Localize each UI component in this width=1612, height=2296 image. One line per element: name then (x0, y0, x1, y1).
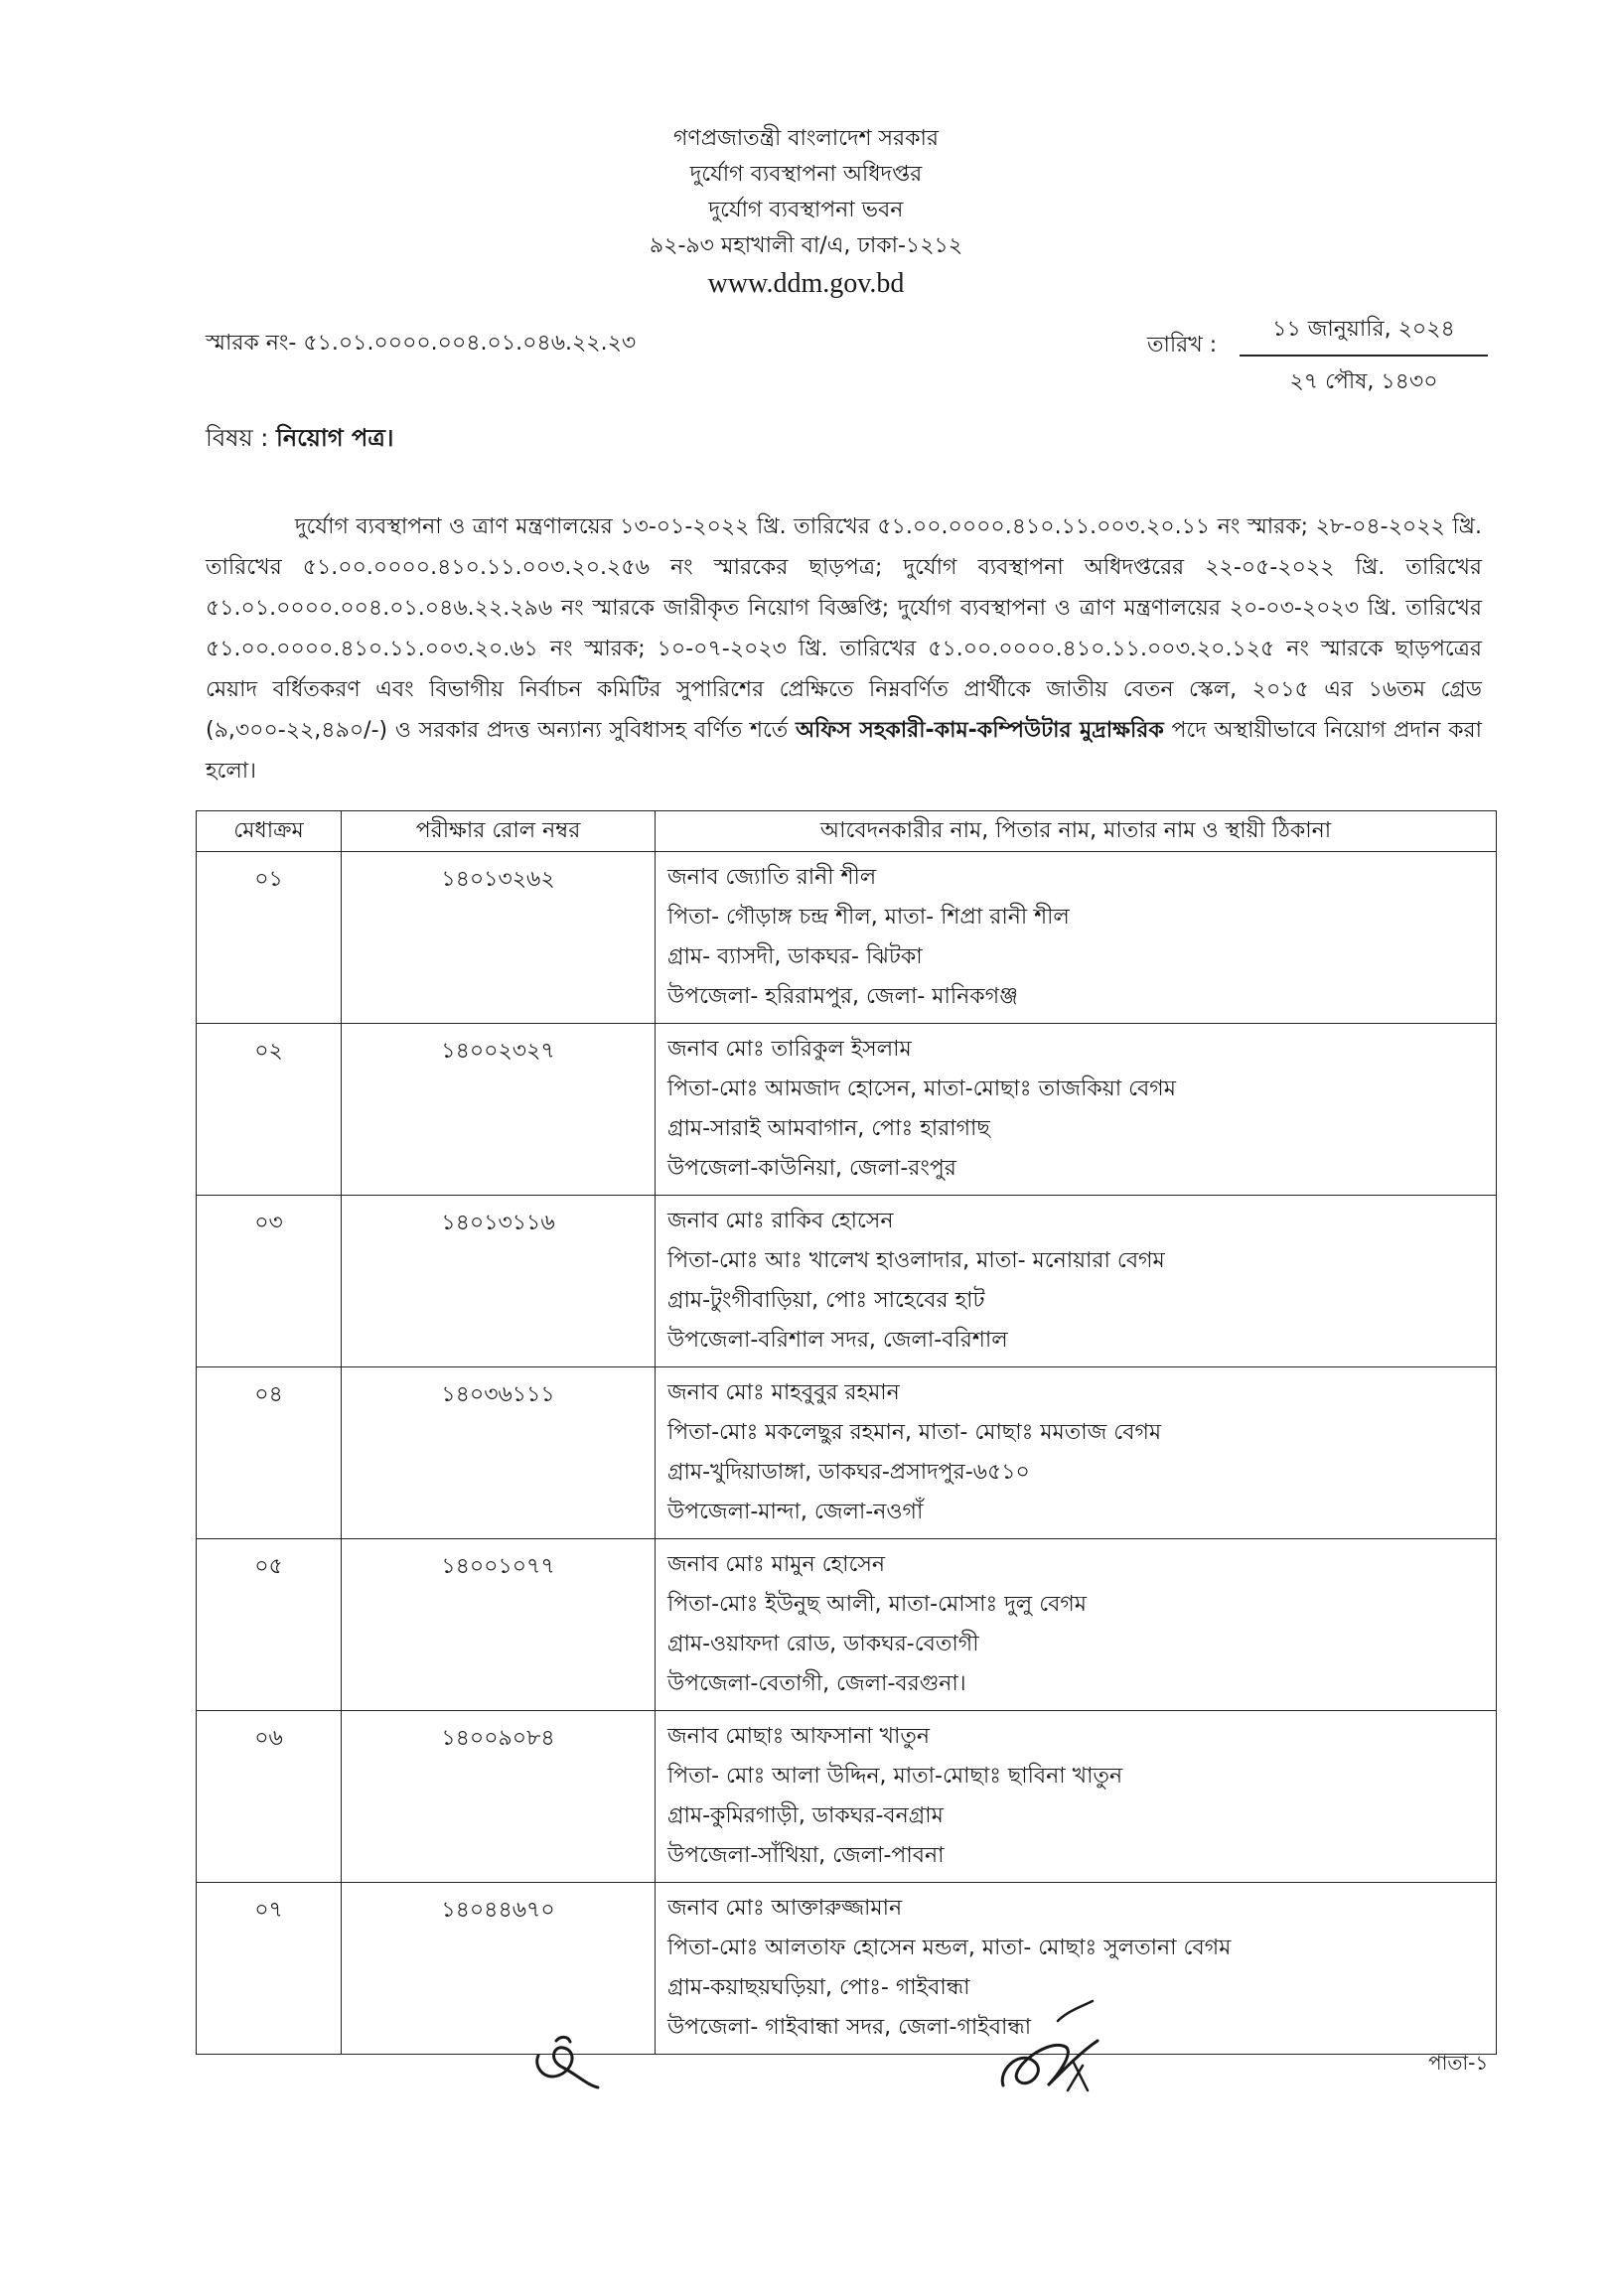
applicant-village: গ্রাম-টুংগীবাড়িয়া, পোঃ সাহেবের হাট (667, 1288, 985, 1313)
applicant-village: গ্রাম-কয়াছয়ঘড়িয়া, পোঃ- গাইবান্ধা (667, 1975, 970, 2000)
table-row (197, 1539, 1497, 1711)
applicant-name: জনাব মোছাঃ আফসানা খাতুন (667, 1724, 931, 1749)
applicant-parents: পিতা-মোঃ আলতাফ হোসেন মন্ডল, মাতা- মোছাঃ সুলতানা বেগম (667, 1936, 1232, 1960)
subject-line (206, 420, 393, 460)
applicant-district: উপজেলা-মান্দা, জেলা-নওগাঁ (667, 1500, 924, 1524)
date-gregorian: ১১ জানুয়ারি, ২০২৪ (1240, 312, 1488, 357)
applicant-parents: পিতা-মোঃ আঃ খালেখ হাওলাদার, মাতা- মনোয়ারা বেগম (667, 1248, 1165, 1273)
date-block (1240, 312, 1488, 401)
rank-cell: ০১ (197, 852, 342, 1024)
table-row (197, 1367, 1497, 1539)
applicant-details-cell (656, 1196, 1497, 1367)
rank-cell: ০৫ (197, 1539, 342, 1711)
letterhead-department: দুর্যোগ ব্যবস্থাপনা অধিদপ্তর (689, 162, 923, 187)
applicant-district: উপজেলা- হরিরামপুর, জেলা- মানিকগঞ্জ (667, 984, 1018, 1009)
officer-signature (988, 1991, 1117, 2100)
applicant-village: গ্রাম-সারাই আমবাগান, পোঃ হারাগাছ (667, 1116, 990, 1141)
table-row (197, 1196, 1497, 1367)
applicant-details-cell (656, 1539, 1497, 1711)
body-main-text: দুর্যোগ ব্যবস্থাপনা ও ত্রাণ মন্ত্রণালয়ের ১৩-০১-২০২২ খ্রি. তারিখের ৫১.০০.০০০০.৪১০.১১.০০৩.২০.১১ নং স্মারক; ২৮-০৪-২০২২ খ্রি. তারিখের ৫১.০০.০০০০.৪১০.১১.০০৩.২০.২৫৬ নং স্মারকের ছাড়পত্র; দুর্যোগ ব্যবস্থাপনা অধিদপ্তরের ২২-০৫-২০২২ খ্রি. তারিখের ৫১.০১.০০০০.০০৪.০১.০৪৬.২২.২৯৬ নং স্মারকে জারীকৃত নিয়োগ বিজ্ঞপ্তি; দুর্যোগ ব্যবস্থাপনা ও ত্রাণ মন্ত্রণালয়ের ২০-০৩-২০২৩ খ্রি. তারিখের ৫১.০০.০০০০.৪১০.১১.০০৩.২০.৬১ নং স্মারক; ১০-০৭-২০২৩ খ্রি. তারিখের ৫১.০০.০০০০.৪১০.১১.০০৩.২০.১২৫ নং স্মারকে ছাড়পত্রের মেয়াদ বর্ধিতকরণ এবং বিভাগীয় নির্বাচন কমিটির সুপারিশের প্রেক্ষিতে নিম্নবর্ণিত প্রার্থীকে জাতীয় বেতন স্কেল, ২০১৫ এর ১৬তম গ্রেড (৯,৩০০-২২,৪৯০/-) ও সরকার প্রদত্ত অন্যান্য সুবিধাসহ বর্ণিত শর্তে (206, 514, 1482, 743)
letterhead-website: www.ddm.gov.bd (707, 268, 905, 299)
applicant-village: গ্রাম-কুমিরগাড়ী, ডাকঘর-বনগ্রাম (667, 1803, 944, 1828)
table-row (197, 1024, 1497, 1196)
applicant-name: জনাব জ্যোতি রানী শীল (667, 865, 877, 890)
applicant-parents: পিতা-মোঃ আমজাদ হোসেন, মাতা-মোছাঃ তাজকিয়া বেগম (667, 1076, 1176, 1101)
subject-text: নিয়োগ পত্র। (275, 424, 394, 452)
applicant-district: উপজেলা-বরিশাল সদর, জেলা-বরিশাল (667, 1328, 1008, 1353)
applicant-village: গ্রাম-খুদিয়াডাঙ্গা, ডাকঘর-প্রসাদপুর-৬৫১০ (667, 1460, 1030, 1485)
body-end-text: পদে অস্থায়ীভাবে নিয়োগ প্রদান করা হলো। (206, 718, 1482, 784)
applicant-district: উপজেলা-সাঁথিয়া, জেলা-পাবনা (667, 1843, 945, 1868)
table-header-row (197, 811, 1497, 852)
applicant-parents: পিতা-মোঃ ইউনুছ আলী, মাতা-মোসাঃ দুলু বেগম (667, 1592, 1087, 1617)
post-name: অফিস সহকারী-কাম-কম্পিউটার মুদ্রাক্ষরিক (796, 718, 1164, 743)
table-body (197, 852, 1497, 2055)
rank-cell: ০৬ (197, 1711, 342, 1883)
applicant-district: উপজেলা- গাইবান্ধা সদর, জেলা-গাইবান্ধা (667, 2015, 1032, 2040)
roll-cell: ১৪০৩৬১১১ (342, 1367, 656, 1539)
date-bangla: ২৭ পৌষ, ১৪৩০ (1289, 369, 1438, 394)
memo-reference: স্মারক নং- ৫১.০১.০০০০.০০৪.০১.০৪৬.২২.২৩ (206, 331, 637, 356)
applicant-parents: পিতা- মোঃ আলা উদ্দিন, মাতা-মোছাঃ ছাবিনা খাতুন (667, 1764, 1123, 1789)
page-number: পাতা-১ (1428, 2051, 1489, 2075)
applicant-details-cell (656, 1024, 1497, 1196)
applicant-name: জনাব মোঃ তারিকুল ইসলাম (667, 1037, 912, 1062)
applicant-parents: পিতা- গৌড়াঙ্গ চন্দ্র শীল, মাতা- শিপ্রা রানী শীল (667, 905, 1070, 930)
applicant-district: উপজেলা-বেতাগী, জেলা-বরগুনা। (667, 1671, 966, 1696)
table-row (197, 852, 1497, 1024)
roll-cell: ১৪০১৩১১৬ (342, 1196, 656, 1367)
subject-label: বিষয় : (206, 424, 269, 452)
applicant-name: জনাব মোঃ রাকিব হোসেন (667, 1209, 894, 1233)
roll-cell: ১৪০০২৩২৭ (342, 1024, 656, 1196)
applicant-details-cell (656, 852, 1497, 1024)
header-roll: পরীক্ষার রোল নম্বর (342, 811, 656, 852)
applicant-details-cell (656, 1367, 1497, 1539)
applicant-name: জনাব মোঃ মামুন হোসেন (667, 1552, 885, 1577)
roll-cell: ১৪০৪৪৬৭০ (342, 1883, 656, 2055)
roll-cell: ১৪০০১০৭৭ (342, 1539, 656, 1711)
roll-cell: ১৪০১৩২৬২ (342, 852, 656, 1024)
letterhead-building: দুর্যোগ ব্যবস্থাপনা ভবন (708, 198, 904, 222)
applicant-district: উপজেলা-কাউনিয়া, জেলা-রংপুর (667, 1156, 956, 1181)
date-label: তারিখ : (1147, 333, 1218, 358)
header-details: আবেদনকারীর নাম, পিতার নাম, মাতার নাম ও স্থায়ী ঠিকানা (656, 811, 1497, 852)
body-paragraph (206, 506, 1482, 791)
applicant-parents: পিতা-মোঃ মকলেছুর রহমান, মাতা- মোছাঃ মমতাজ বেগম (667, 1420, 1162, 1445)
roll-cell: ১৪০০৯০৮৪ (342, 1711, 656, 1883)
applicant-name: জনাব মোঃ আক্তারুজ্জামান (667, 1896, 903, 1921)
letterhead-government: গণপ্রজাতন্ত্রী বাংলাদেশ সরকার (672, 126, 940, 151)
rank-cell: ০৪ (197, 1367, 342, 1539)
letterhead-address: ৯২-৯৩ মহাখালী বা/এ, ঢাকা-১২১২ (649, 233, 963, 258)
applicant-details-cell (656, 1711, 1497, 1883)
table-row (197, 1711, 1497, 1883)
table-row (197, 1883, 1497, 2055)
applicant-village: গ্রাম-ওয়াফদা রোড, ডাকঘর-বেতাগী (667, 1632, 979, 1656)
rank-cell: ০৭ (197, 1883, 342, 2055)
letterhead (0, 121, 1612, 304)
applicant-name: জনাব মোঃ মাহবুবুর রহমান (667, 1380, 900, 1405)
applicant-village: গ্রাম- ব্যাসদী, ডাকঘর- ঝিটকা (667, 944, 923, 969)
rank-cell: ০২ (197, 1024, 342, 1196)
appointee-table (196, 810, 1497, 2055)
initial-signature (528, 2026, 608, 2095)
header-rank: মেধাক্রম (197, 811, 342, 852)
rank-cell: ০৩ (197, 1196, 342, 1367)
